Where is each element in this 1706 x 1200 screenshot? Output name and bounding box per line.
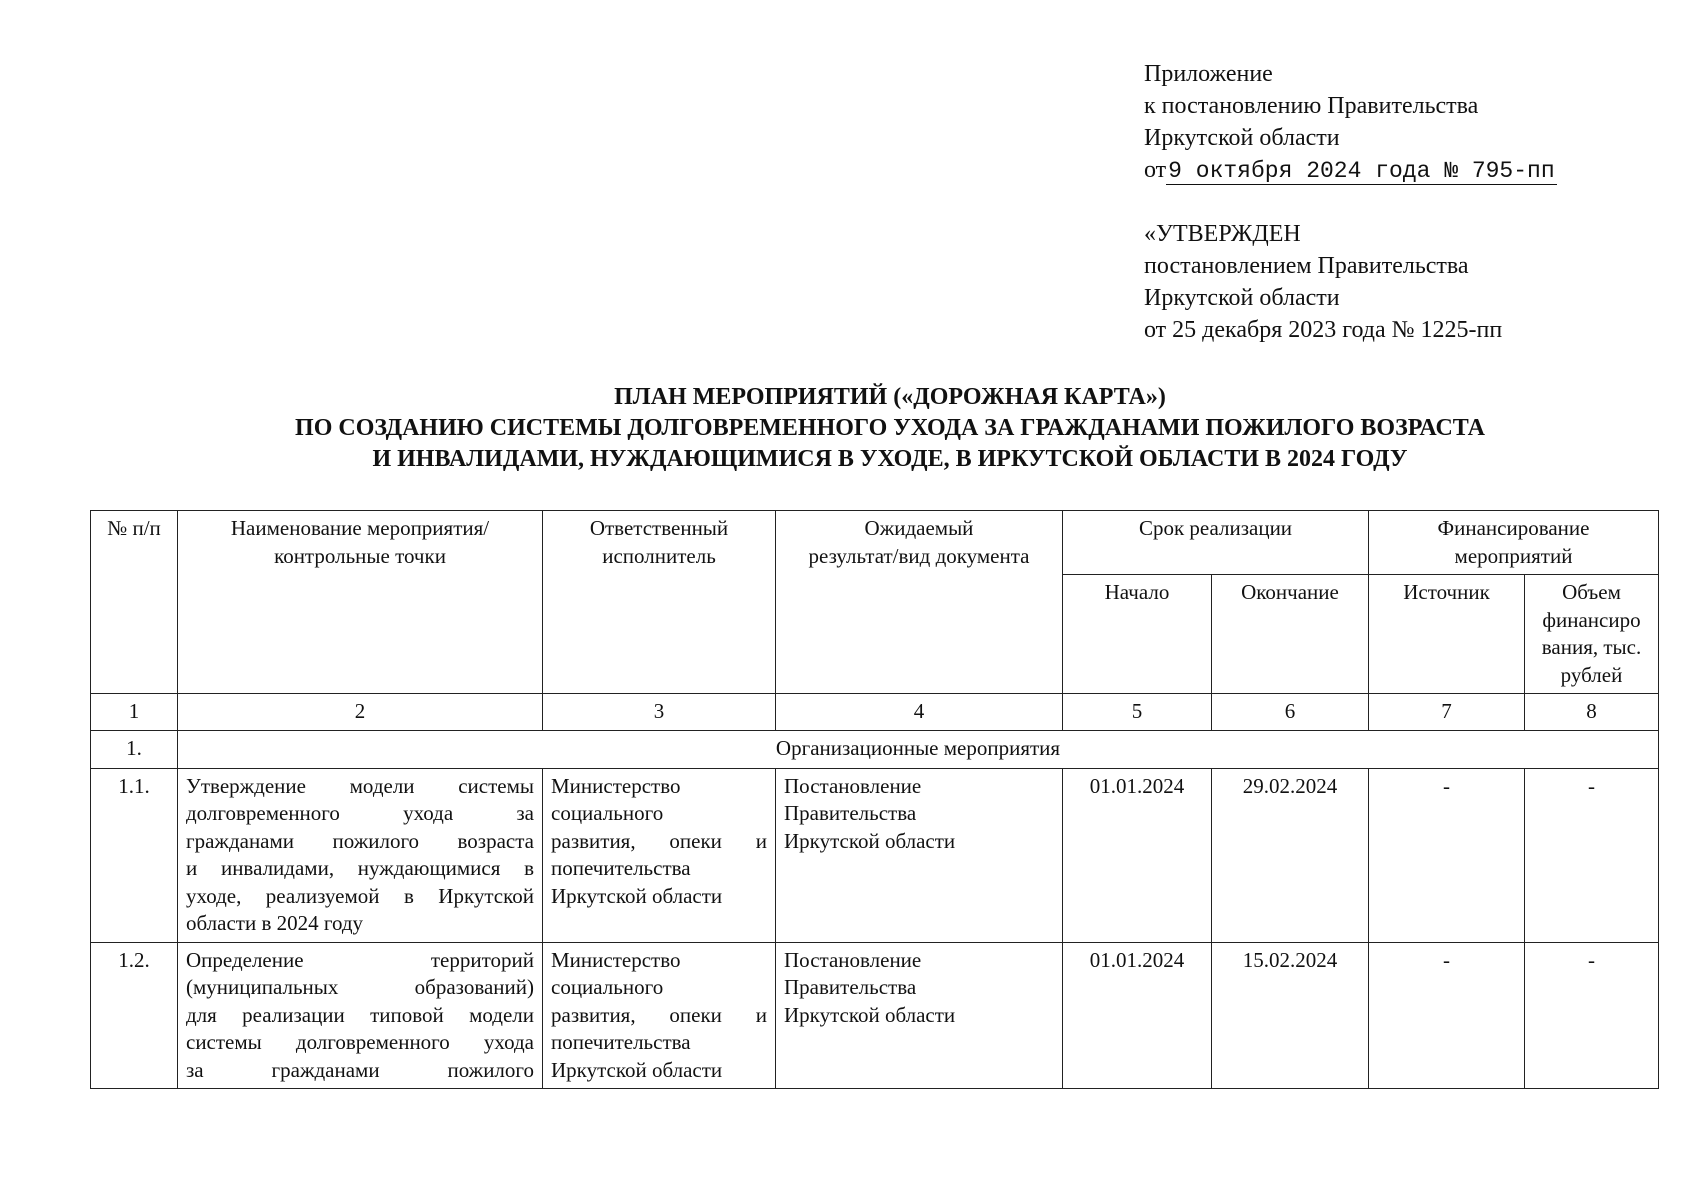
title-line-1: ПЛАН МЕРОПРИЯТИЙ («ДОРОЖНАЯ КАРТА») [614, 384, 1166, 410]
appendix-block [1144, 58, 1557, 186]
table-row [91, 768, 1659, 942]
appendix-date-line [1144, 154, 1557, 186]
row-responsible-line: попечительства [551, 1030, 691, 1054]
header-num: № п/п [91, 511, 178, 694]
row-result-line: Постановление [784, 947, 922, 972]
row-responsible-line: Иркутской области [551, 883, 723, 908]
row-responsible [543, 768, 776, 942]
row-number: 1.1. [91, 768, 178, 942]
row-name-line: (муниципальных образований) [186, 975, 534, 999]
row-name-line: Определение территорий [186, 947, 534, 972]
row-volume: - [1525, 942, 1659, 1089]
header-volume-line-1: Объем [1562, 580, 1621, 604]
approved-block [1144, 218, 1502, 346]
section-row [91, 730, 1659, 768]
column-number: 7 [1369, 694, 1525, 731]
section-label: Организационные мероприятия [178, 730, 1659, 768]
appendix-resolution-line: к постановлению Правительства [1144, 93, 1479, 119]
header-result [776, 511, 1063, 694]
header-source: Источник [1369, 575, 1525, 694]
row-name-line: долговременного ухода за [186, 801, 534, 825]
appendix-region-line: Иркутской области [1144, 125, 1340, 151]
header-responsible-line-2: исполнитель [602, 543, 716, 568]
header-start: Начало [1063, 575, 1212, 694]
row-responsible [543, 942, 776, 1089]
column-number: 2 [178, 694, 543, 731]
header-volume-line-3: вания, тыс. [1541, 635, 1642, 659]
row-result-line: Иркутской области [784, 1002, 956, 1027]
row-name-line: Утверждение модели системы [186, 773, 534, 798]
row-responsible-line: социального [551, 801, 664, 825]
row-start-date: 01.01.2024 [1063, 942, 1212, 1089]
column-number: 1 [91, 694, 178, 731]
appendix-label: Приложение [1144, 61, 1273, 87]
row-responsible-line: развития, опеки и [551, 828, 767, 853]
row-name-line: и инвалидами, нуждающимися в [186, 856, 534, 880]
column-number: 4 [776, 694, 1063, 731]
column-number: 5 [1063, 694, 1212, 731]
header-name [178, 511, 543, 694]
header-volume-line-4: рублей [1560, 662, 1623, 687]
row-name [178, 942, 543, 1089]
row-responsible-line: Иркутской области [551, 1057, 723, 1082]
header-volume-line-2: финансиро [1542, 607, 1641, 632]
column-number: 3 [543, 694, 776, 731]
column-number: 6 [1212, 694, 1369, 731]
header-responsible [543, 511, 776, 694]
row-name-line: системы долговременного ухода [186, 1030, 534, 1054]
row-responsible-line: развития, опеки и [551, 1002, 767, 1027]
approved-region-line: Иркутской области [1144, 285, 1340, 311]
row-source: - [1369, 768, 1525, 942]
row-responsible-line: социального [551, 975, 664, 999]
title-line-2: ПО СОЗДАНИЮ СИСТЕМЫ ДОЛГОВРЕМЕННОГО УХОДА ЗА ГРАЖДАНАМИ ПОЖИЛОГО ВОЗРАСТА [295, 415, 1485, 441]
header-term: Срок реализации [1063, 511, 1369, 575]
title-line-3: И ИНВАЛИДАМИ, НУЖДАЮЩИМИСЯ В УХОДЕ, В ИРКУТСКОЙ ОБЛАСТИ В 2024 ГОДУ [372, 446, 1408, 472]
row-result-line: Правительства [784, 975, 917, 999]
header-result-line-2: результат/вид документа [808, 543, 1030, 568]
row-source: - [1369, 942, 1525, 1089]
row-name-line: уходе, реализуемой в Иркутской [186, 883, 534, 908]
row-volume: - [1525, 768, 1659, 942]
row-responsible-line: попечительства [551, 856, 691, 880]
header-responsible-line-1: Ответственный [589, 516, 729, 540]
table-row [91, 942, 1659, 1089]
row-name-line: области в 2024 году [186, 911, 364, 935]
header-financing-line-2: мероприятий [1454, 543, 1573, 568]
row-result-line: Правительства [784, 801, 917, 825]
row-name [178, 768, 543, 942]
row-result [776, 942, 1063, 1089]
row-result [776, 768, 1063, 942]
row-number: 1.2. [91, 942, 178, 1089]
approved-label: «УТВЕРЖДЕН [1144, 221, 1301, 247]
header-volume [1525, 575, 1659, 694]
section-number: 1. [91, 730, 178, 768]
approved-date-line: от 25 декабря 2023 года № 1225-пп [1144, 317, 1503, 343]
header-result-line-1: Ожидаемый [864, 516, 974, 540]
row-start-date: 01.01.2024 [1063, 768, 1212, 942]
document-title [90, 382, 1690, 475]
appendix-date-value: 9 октября 2024 года № 795-пп [1168, 158, 1555, 184]
row-name-line: для реализации типовой модели [186, 1002, 534, 1027]
header-financing [1369, 511, 1659, 575]
row-end-date: 15.02.2024 [1212, 942, 1369, 1089]
row-result-line: Иркутской области [784, 828, 956, 853]
header-end: Окончание [1212, 575, 1369, 694]
header-name-line-2: контрольные точки [274, 543, 446, 568]
row-end-date: 29.02.2024 [1212, 768, 1369, 942]
plan-table [90, 510, 1659, 1089]
approved-resolution-line: постановлением Правительства [1144, 253, 1469, 279]
row-name-line: за гражданами пожилого [186, 1057, 534, 1082]
row-name-line: гражданами пожилого возраста [186, 828, 534, 853]
column-number: 8 [1525, 694, 1659, 731]
header-row-1 [91, 511, 1659, 575]
header-name-line-1: Наименование мероприятия/ [230, 516, 490, 540]
row-responsible-line: Министерство [551, 773, 681, 798]
appendix-date-prefix: от [1144, 157, 1167, 183]
row-responsible-line: Министерство [551, 947, 681, 972]
row-result-line: Постановление [784, 773, 922, 798]
header-financing-line-1: Финансирование [1437, 516, 1590, 540]
column-number-row [91, 694, 1659, 731]
